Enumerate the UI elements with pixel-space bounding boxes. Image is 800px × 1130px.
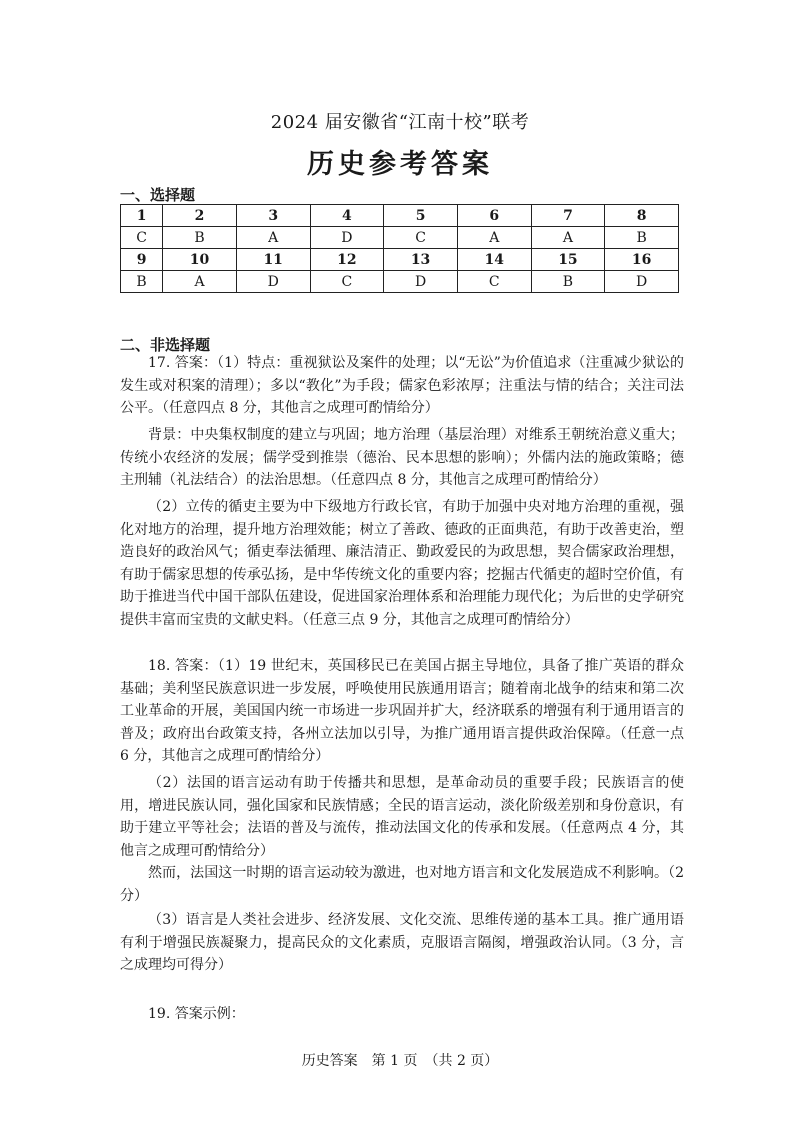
table-cell: 12 (310, 249, 384, 271)
table-cell: C (310, 271, 384, 293)
table-cell: 14 (457, 249, 531, 271)
table-cell: A (457, 227, 531, 249)
table-row (121, 271, 679, 293)
q17-background: 背景：中央集权制度的建立与巩固；地方治理（基层治理）对维系王朝统治意义重大；传统小农经济的发展；儒学受到推崇（德治、民本思想的影响）；外儒内法的施政策略；德主刑辅（礼法结合）的法治思想。（任意四点 8 分，其他言之成理可酌情给分） (120, 427, 684, 488)
table-row (121, 205, 679, 227)
table-cell: A (163, 271, 237, 293)
table-cell: C (457, 271, 531, 293)
table-cell: 4 (310, 205, 384, 227)
exam-title: 2024 届安徽省“江南十校”联考 (270, 112, 530, 133)
q17-answer-part1: 17. 答案：（1）特点：重视狱讼及案件的处理；以“无讼”为价值追求（注重减少狱讼的发生或对积案的清理）；多以“教化”为手段；儒家色彩浓厚；注重法与情的结合；关注司法公平。（任意四点 8 分，其他言之成理可酌情给分） (120, 355, 684, 416)
table-cell: D (310, 227, 384, 249)
table-row (121, 227, 679, 249)
table-cell: 5 (384, 205, 458, 227)
document-title: 历史参考答案 (307, 149, 493, 180)
table-cell: 9 (121, 249, 163, 271)
table-cell: 2 (163, 205, 237, 227)
table-cell: 11 (236, 249, 310, 271)
table-cell: B (121, 271, 163, 293)
table-cell: A (236, 227, 310, 249)
table-cell: C (384, 227, 458, 249)
q19-answer: 19. 答案示例： (148, 1006, 245, 1022)
table-row (121, 249, 679, 271)
table-cell: B (531, 271, 605, 293)
section-heading-nonchoice: 二、非选择题 (120, 336, 211, 354)
table-cell: 8 (605, 205, 679, 227)
table-cell: 7 (531, 205, 605, 227)
table-cell: 15 (531, 249, 605, 271)
section-heading-choice: 一、选择题 (120, 186, 196, 204)
q18-answer-part1: 18. 答案：（1）19 世纪末，英国移民已在美国占据主导地位，具备了推广英语的群众基础；美利坚民族意识进一步发展，呼唤使用民族通用语言；随着南北战争的结束和第二次工业革命的开展，美国国内统一市场进一步巩固并扩大，经济联系的增强有利于通用语言的普及；政府出台政策支持，各州立法加以引导，为推广通用语言提供政治保障。（任意一点 6 分，其他言之成理可酌情给分） (120, 658, 684, 764)
q17-answer-part2: （2）立传的循吏主要为中下级地方行政长官，有助于加强中央对地方治理的重视，强化对地方的治理，提升地方治理效能；树立了善政、德政的正面典范，有助于改善吏治，塑造良好的政治风气；循吏奉法循理、廉洁清正、勤政爱民的为政思想，契合儒家政治理想，有助于儒家思想的传承弘扬，是中华传统文化的重要内容；挖掘古代循吏的超时空价值，有助于推进当代中国干部队伍建设，促进国家治理体系和治理能力现代化；为后世的史学研究提供丰富而宝贵的文献史料。（任意三点 9 分，其他言之成理可酌情给分） (120, 499, 684, 628)
page-footer: 历史答案 第 1 页 （共 2 页） (301, 1053, 499, 1069)
table-cell: 3 (236, 205, 310, 227)
table-cell: 10 (163, 249, 237, 271)
table-cell: 13 (384, 249, 458, 271)
q18-answer-note: 然而，法国这一时期的语言运动较为激进，也对地方语言和文化发展造成不利影响。（2 分） (120, 865, 684, 904)
table-cell: 6 (457, 205, 531, 227)
table-cell: A (531, 227, 605, 249)
q18-answer-part3: （3）语言是人类社会进步、经济发展、文化交流、思维传递的基本工具。推广通用语有利于增强民族凝聚力，提高民众的文化素质，克服语言隔阂，增强政治认同。（3 分，言之成理均可得分） (120, 912, 684, 973)
table-cell: 1 (121, 205, 163, 227)
table-cell: 16 (605, 249, 679, 271)
answer-table (120, 204, 679, 293)
table-cell: C (121, 227, 163, 249)
table-cell: B (605, 227, 679, 249)
table-cell: D (236, 271, 310, 293)
table-cell: D (605, 271, 679, 293)
table-cell: B (163, 227, 237, 249)
table-cell: D (384, 271, 458, 293)
q18-answer-part2: （2）法国的语言运动有助于传播共和思想，是革命动员的重要手段；民族语言的使用，增进民族认同，强化国家和民族情感；全民的语言运动，淡化阶级差别和身份意识，有助于建立平等社会；法语的普及与流传，推动法国文化的传承和发展。（任意两点 4 分，其他言之成理可酌情给分） (120, 775, 684, 859)
